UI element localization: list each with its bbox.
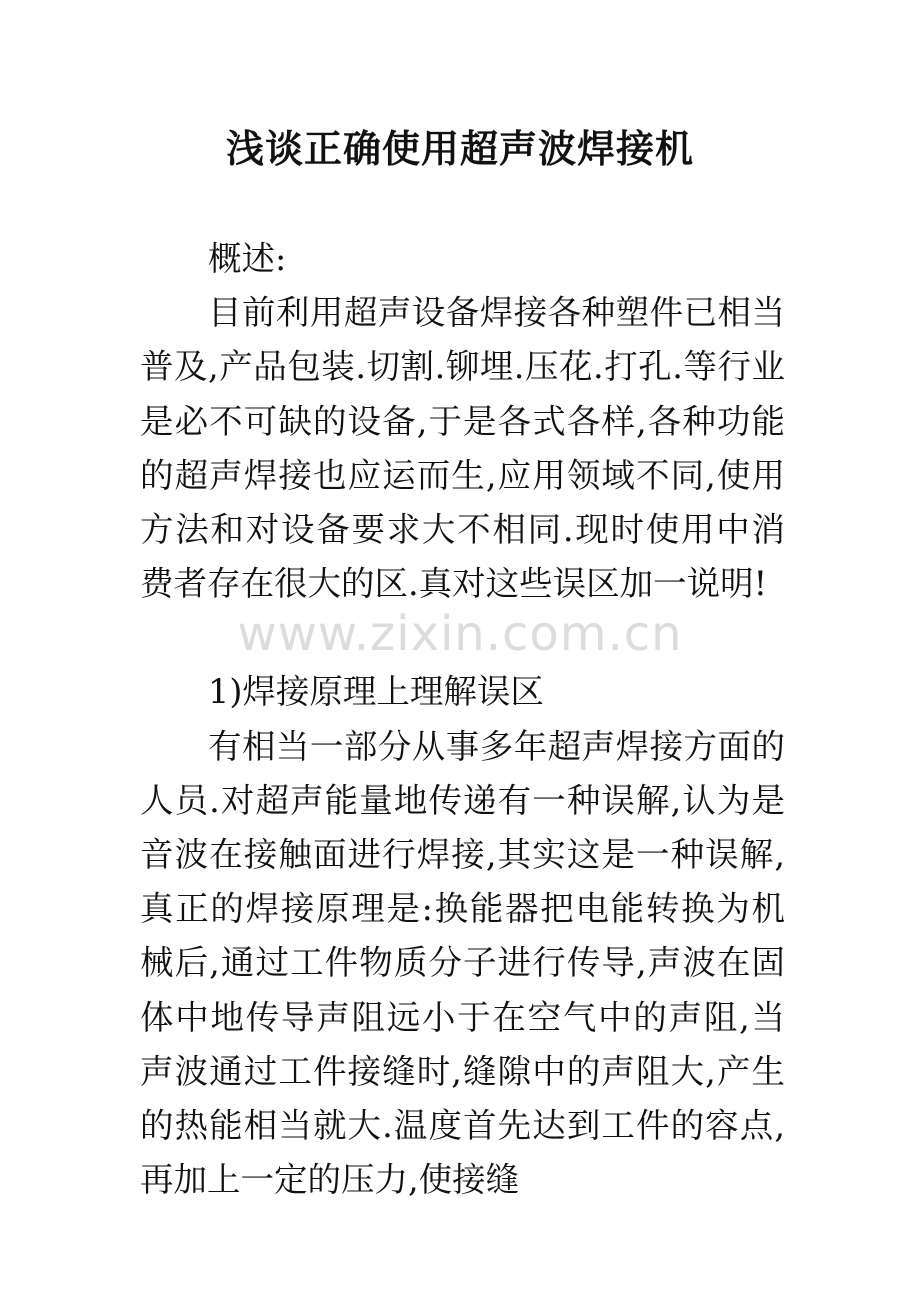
paragraph-section-1-heading: 1)焊接原理上理解误区: [208, 672, 544, 712]
paragraph-overview-heading: 概述:: [208, 239, 287, 278]
watermark-text: www.zixin.com.cn: [237, 606, 683, 662]
paragraph-gap: [140, 611, 785, 665]
document-title: 浅谈正确使用超声波焊接机: [225, 127, 694, 171]
paragraph-overview-text: 目前利用超声设备焊接各种塑件已相当普及,产品包装.切割.铆埋.压花.打孔.等行业是必不可缺的设备,于是各式各样,各种功能的超声焊接也应运而生,应用领域不同,使用方法和对设备要求大不相同.现时使用中消费者存在很大的区.真对这些误区加一说明!: [140, 293, 785, 604]
paragraph-section-1-text: 有相当一部分从事多年超声焊接方面的人员.对超声能量地传递有一种误解,认为是音波在接触面进行焊接,其实这是一种误解,真正的焊接原理是:换能器把电能转换为机械后,通过工件物质分子进行传导,声波在固体中地传导声阻远小于在空气中的声阻,当声波通过工件接缝时,缝隙中的声阻大,产生的热能相当就大.温度首先达到工件的容点,再加上一定的压力,使接缝: [140, 726, 785, 1200]
document-body: [140, 232, 785, 1207]
